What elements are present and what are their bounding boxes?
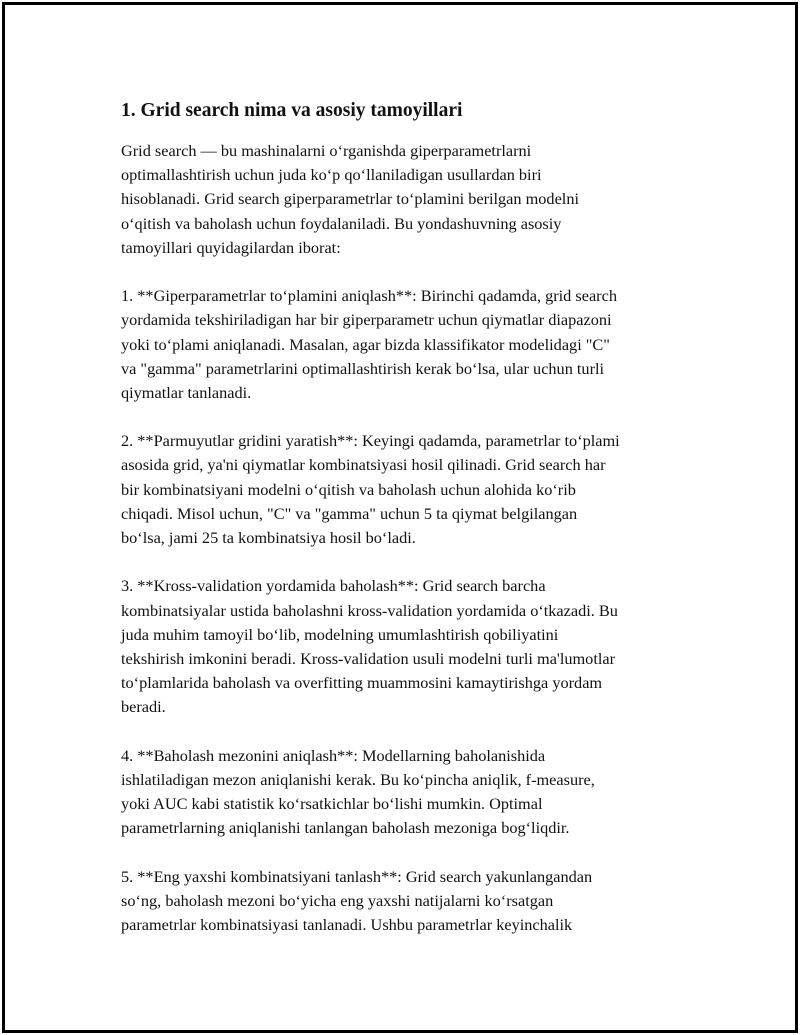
text-line: parametrlar kombinatsiyasi tanlanadi. Ushbu parametrlar keyinchalik [121,915,573,934]
text-line: 4. **Baholash mezonini aniqlash**: Modellarning baholanishida [121,745,546,765]
text-line: va "gamma" parametrlarini optimallashtirish kerak boʻlsa, ular uchun turli [121,358,605,378]
list-item-4-paragraph [121,744,701,841]
text-line: yoki toʻplami aniqlanadi. Masalan, agar bizda klassifikator modelidagi "C" [121,334,610,354]
text-line: asosida grid, ya'ni qiymatlar kombinatsiyasi hosil qilinadi. Grid search har [121,455,606,475]
text-line: chiqadi. Misol uchun, "C" va "gamma" uchun 5 ta qiymat belgilangan [121,503,578,523]
text-line: kombinatsiyalar ustida baholashni kross-validation yordamida oʻtkazadi. Bu [121,600,618,620]
text-line: Grid search — bu mashinalarni oʻrganishda giperparametrlarni [121,141,532,160]
text-line: 1. **Giperparametrlar toʻplamini aniqlash**: Birinchi qadamda, grid search [121,286,617,306]
list-item-2-paragraph [121,429,701,550]
text-line: qiymatlar tanlanadi. [121,382,252,402]
text-line: optimallashtirish uchun juda koʻp qoʻllaniladigan usullardan biri [121,165,542,185]
text-line: juda muhim tamoyil boʻlib, modelning umumlashtirish qobiliyatini [121,624,559,644]
section-heading: 1. Grid search nima va asosiy tamoyillari [121,100,463,121]
text-line: 5. **Eng yaxshi kombinatsiyani tanlash**: Grid search yakunlangandan [121,866,593,886]
text-line: ishlatiladigan mezon aniqlanishi kerak. Bu koʻpincha aniqlik, f-measure, [121,769,595,789]
text-line: oʻqitish va baholash uchun foydalaniladi. Bu yondashuvning asosiy [121,213,562,233]
text-line: yordamida tekshiriladigan har bir giperparametr uchun qiymatlar diapazoni [121,310,612,330]
text-line: soʻng, baholash mezoni boʻyicha eng yaxshi natijalarni koʻrsatgan [121,890,554,910]
text-line: toʻplamlarida baholash va overfitting muammosini kamaytirishga yordam [121,673,603,693]
intro-paragraph [121,139,701,260]
text-line: hisoblanadi. Grid search giperparametrlar toʻplamini berilgan modelni [121,189,579,209]
text-line: 2. **Parmuyutlar gridini yaratish**: Keyingi qadamda, parametrlar toʻplami [121,431,620,451]
document-body [121,93,701,961]
text-line: tekshirish imkonini beradi. Kross-validation usuli modelni turli ma'lumotlar [121,648,616,668]
text-line: yoki AUC kabi statistik koʻrsatkichlar boʻlishi mumkin. Optimal [121,794,543,814]
document-page [2,2,798,1033]
list-item-1-paragraph [121,284,701,405]
text-line: parametrlarning aniqlanishi tanlangan baholash mezoniga bogʻliqdir. [121,818,570,838]
list-item-3-paragraph [121,574,701,719]
list-item-5-paragraph [121,865,701,938]
text-line: boʻlsa, jami 25 ta kombinatsiya hosil boʻladi. [121,528,416,547]
text-line: tamoyillari quyidagilardan iborat: [121,237,341,257]
text-line: beradi. [121,697,166,717]
text-line: bir kombinatsiyani modelni oʻqitish va baholash uchun alohida koʻrib [121,479,576,499]
text-line: 3. **Kross-validation yordamida baholash**: Grid search barcha [121,576,546,596]
